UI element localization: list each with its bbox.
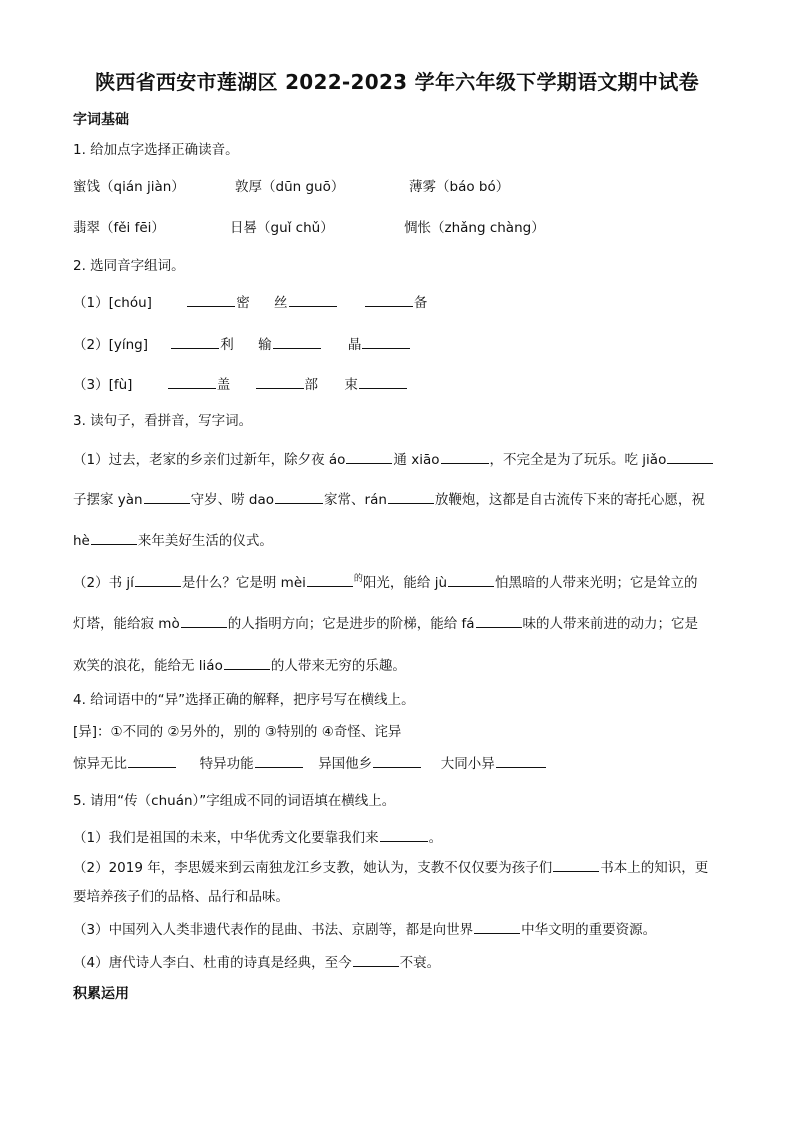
answer-blank[interactable] xyxy=(362,334,410,349)
answer-blank[interactable] xyxy=(144,489,190,504)
question-1-prompt: 1. 给加点字选择正确读音。 xyxy=(73,142,239,158)
answer-blank[interactable] xyxy=(256,374,304,389)
answer-blank[interactable] xyxy=(255,753,303,768)
homophone-label: （2）[yíng] xyxy=(73,337,148,353)
word-char: 束 xyxy=(344,377,358,393)
superscript-char: 的 xyxy=(353,574,363,584)
passage-2-line-1: （2）书 jí 是什么？它是明 mèi $^的$阳光，能给 jù 怕黑暗的人带来光明；它是耸立的 xyxy=(73,574,698,591)
word-char: 输 xyxy=(258,337,272,353)
answer-blank[interactable] xyxy=(474,919,520,934)
answer-blank[interactable] xyxy=(667,449,713,464)
homophone-label: （1）[chóu] xyxy=(73,295,152,311)
q5-sentence-2: （2）2019 年，李思媛来到云南独龙江乡支教，她认为，支教不仅仅要为孩子们 书本上的知识，更 xyxy=(73,857,708,878)
answer-blank[interactable] xyxy=(388,489,434,504)
answer-blank[interactable] xyxy=(171,334,219,349)
answer-blank[interactable] xyxy=(128,753,176,768)
word-item: 特异功能 xyxy=(199,756,254,772)
answer-blank[interactable] xyxy=(353,952,399,967)
word-item: 惊异无比 xyxy=(73,756,127,772)
page-title: 陕西省西安市莲湖区 2022-2023 学年六年级下学期语文期中试卷 xyxy=(95,70,699,94)
question-2-prompt: 2. 选同音字组词。 xyxy=(73,258,185,274)
word-char: 晶 xyxy=(347,337,362,353)
q5-sentence-4: （4）唐代诗人李白、杜甫的诗真是经典，至今 不衰。 xyxy=(73,952,440,973)
q5-sentence-3: （3）中国列入人类非遗代表作的昆曲、书法、京剧等，都是向世界 中华文明的重要资源。 xyxy=(73,919,656,940)
answer-blank[interactable] xyxy=(307,572,353,587)
answer-blank[interactable] xyxy=(380,827,428,842)
passage-1-line-2: 子摆家 yàn 守岁、唠 dao 家常、rán 放鞭炮，这都是自古流传下来的寄托心愿，祝 xyxy=(73,489,705,510)
word-item: 异国他乡 xyxy=(318,756,373,772)
q5-sentence-2-cont: 要培养孩子们的品格、品行和品味。 xyxy=(73,889,289,905)
word-char: 丝 xyxy=(274,295,288,311)
pinyin-choice-item: 蜜饯（qián jiàn） xyxy=(73,179,185,195)
answer-blank[interactable] xyxy=(273,334,321,349)
word-char: 盖 xyxy=(216,377,231,393)
answer-blank[interactable] xyxy=(224,655,270,670)
question-5-prompt: 5. 请用“传（chuán）”字组成不同的词语填在横线上。 xyxy=(73,793,396,809)
pinyin-choice-item: 翡翠（fěi fēi） xyxy=(73,220,165,236)
answer-blank[interactable] xyxy=(441,449,489,464)
answer-blank[interactable] xyxy=(187,292,235,307)
answer-blank[interactable] xyxy=(289,292,337,307)
pinyin-choice-item: 日晷（guǐ chǔ） xyxy=(230,220,334,236)
pinyin-choice-item: 惆怅（zhǎng chàng） xyxy=(404,220,545,236)
answer-blank[interactable] xyxy=(181,613,227,628)
word-blank-row xyxy=(73,753,547,774)
homophone-row xyxy=(73,334,411,355)
answer-blank[interactable] xyxy=(496,753,546,768)
answer-blank[interactable] xyxy=(448,572,494,587)
answer-blank[interactable] xyxy=(135,572,181,587)
answer-blank[interactable] xyxy=(365,292,413,307)
word-item: 大同小异 xyxy=(440,756,495,772)
word-char: 备 xyxy=(413,295,428,311)
answer-blank[interactable] xyxy=(275,489,323,504)
section-heading-basics: 字词基础 xyxy=(73,112,129,128)
word-char: 部 xyxy=(304,377,319,393)
homophone-row xyxy=(73,292,427,313)
q5-sentence-1: （1）我们是祖国的未来，中华优秀文化要靠我们来 。 xyxy=(73,827,442,848)
pinyin-choice-item: 薄雾（báo bó） xyxy=(409,179,510,195)
homophone-label: （3）[fù] xyxy=(73,377,133,393)
answer-blank[interactable] xyxy=(373,753,421,768)
answer-blank[interactable] xyxy=(168,374,216,389)
homophone-row xyxy=(73,374,408,395)
passage-2-line-3: 欢笑的浪花，能给无 liáo 的人带来无穷的乐趣。 xyxy=(73,655,406,676)
answer-blank[interactable] xyxy=(346,449,392,464)
answer-blank[interactable] xyxy=(359,374,407,389)
answer-blank[interactable] xyxy=(476,613,522,628)
pinyin-choice-item: 敦厚（dūn guō） xyxy=(235,179,345,195)
passage-1-line-3: hè 来年美好生活的仪式。 xyxy=(73,530,273,551)
passage-1-line-1: （1）过去，老家的乡亲们过新年，除夕夜 áo 通 xiāo ，不完全是为了玩乐。吃 jiǎo xyxy=(73,449,714,470)
definition-list: [异]：①不同的 ②另外的，别的 ③特别的 ④奇怪、诧异 xyxy=(73,724,402,740)
word-char: 密 xyxy=(236,295,250,311)
section-heading-accumulation: 积累运用 xyxy=(73,986,129,1002)
answer-blank[interactable] xyxy=(553,857,599,872)
passage-2-line-2: 灯塔，能给寂 mò 的人指明方向；它是进步的阶梯，能给 fá 味的人带来前进的动力；它是 xyxy=(73,613,698,634)
word-char: 利 xyxy=(220,337,234,353)
answer-blank[interactable] xyxy=(91,530,137,545)
question-3-prompt: 3. 读句子，看拼音，写字词。 xyxy=(73,413,253,429)
question-4-prompt: 4. 给词语中的“异”选择正确的解释，把序号写在横线上。 xyxy=(73,692,415,708)
